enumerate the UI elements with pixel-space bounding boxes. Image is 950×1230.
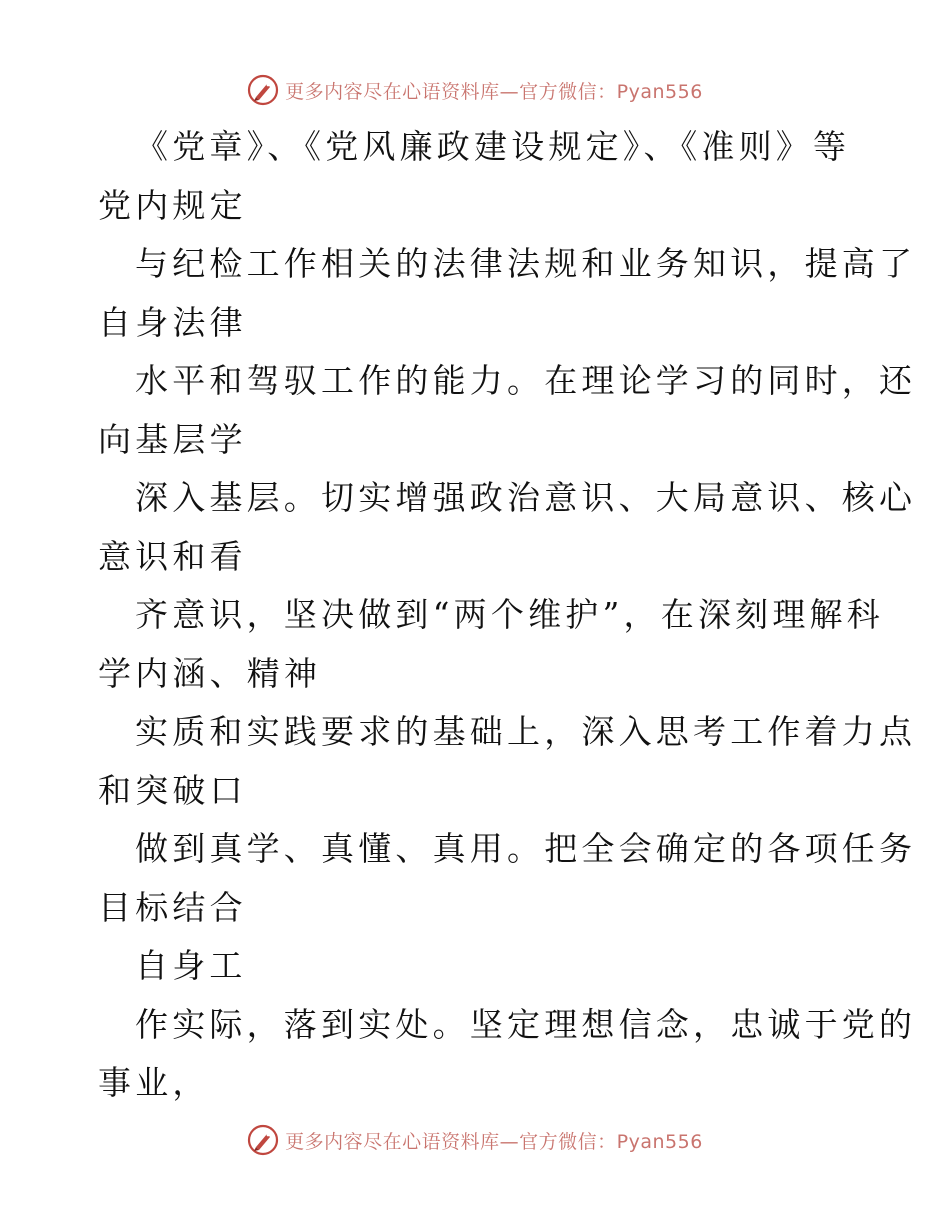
paragraph: [98, 118, 858, 235]
paragraph-line: 《党章》、《党风廉政建设规定》、《准则》等: [135, 127, 851, 166]
paragraph: [98, 820, 917, 937]
paragraph-line: 和突破口: [98, 770, 247, 810]
footer-banner-text: 更多内容尽在心语资料库—官方微信：Pyan556: [285, 1130, 703, 1153]
paragraph-line: 向基层学: [98, 419, 247, 459]
footer-banner: [0, 1120, 950, 1160]
paragraph: [98, 703, 917, 820]
paragraph-line: 自身工: [135, 946, 247, 985]
paragraph-line: 深入基层。切实增强政治意识、大局意识、核心: [135, 478, 917, 517]
paragraph-line: 做到真学、真懂、真用。把全会确定的各项任务: [135, 829, 917, 868]
pen-logo-icon: [247, 1124, 279, 1156]
paragraph-line: 作实际，落到实处。坚定理想信念，忠诚于党的: [135, 1004, 917, 1044]
paragraph: [98, 586, 884, 703]
paragraph-line: 目标结合: [98, 887, 247, 927]
paragraph-line: 自身法律: [98, 302, 247, 342]
paragraph-line: 事业，: [98, 1063, 210, 1102]
paragraph: [98, 235, 917, 352]
paragraph: [98, 352, 917, 469]
paragraph: [98, 996, 917, 1113]
paragraph-line: 实质和实践要求的基础上，深入思考工作着力点: [135, 712, 917, 751]
paragraph-line: 与纪检工作相关的法律法规和业务知识，提高了: [135, 244, 917, 283]
pen-logo-icon: [247, 74, 279, 106]
header-banner-text: 更多内容尽在心语资料库—官方微信：Pyan556: [285, 80, 703, 103]
paragraph: [98, 469, 917, 586]
document-body: [98, 118, 917, 1113]
paragraph-line: 学内涵、精神: [98, 653, 322, 693]
paragraph-line: 水平和驾驭工作的能力。在理论学习的同时，还: [135, 361, 917, 400]
paragraph: [98, 937, 858, 996]
paragraph-line: 意识和看: [98, 536, 247, 576]
paragraph-line: 齐意识，坚决做到“两个维护”，在深刻理解科: [135, 595, 884, 634]
header-banner: [0, 70, 950, 110]
paragraph-line: 党内规定: [98, 185, 247, 225]
